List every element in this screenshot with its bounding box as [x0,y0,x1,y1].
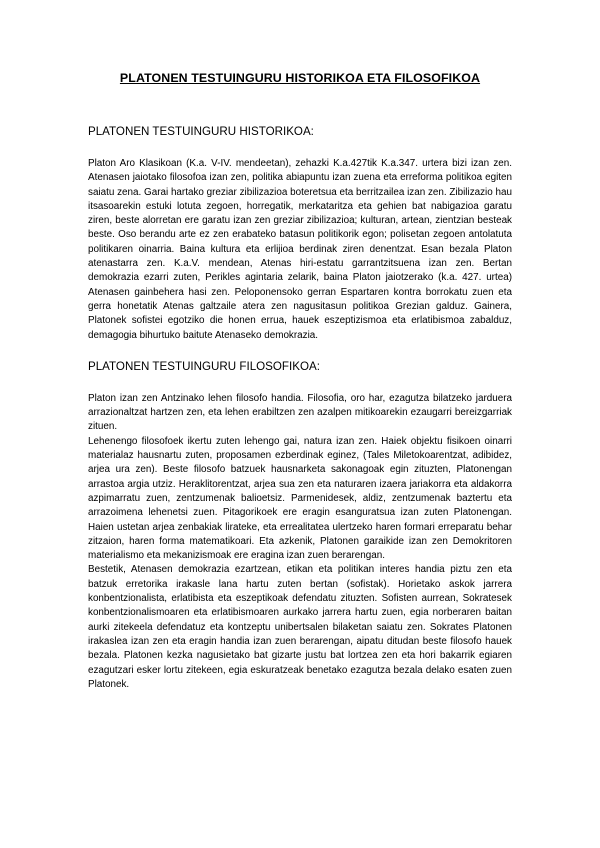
paragraph-philosophical-3: Bestetik, Atenasen demokrazia ezartzean, etikan eta politikan interes handia piztu zen eta batzuk erretorika irakasle lana hartu zuten bertan (sofistak). Horietako askok jarrera konbentzionalista, erlatibista eta eszeptikoak defendatu zituzten. Sofisten aurrean, Sokratesek konbentzionalismoaren eta erlatibismoaren aurkako jarrera hartu zuen, egia norberaren baitan aurki zitekeela defendatuz eta kontzeptu unibertsalen bilaketan saiatu zen. Sokrates Platonen irakaslea izan zen eta eragin handia izan zuen berarengan, aipatu ditudan beste filosofo hauek bezala. Platonen kezka nagusietako bat gizarte justu bat lortzea zen eta hori bakarrik egiaren ezagutzari esker lortu zitekeen, egia eskuratzeak benetako ezagutza bezala delako esaten zuen Platonek. [88,564,512,690]
document-title: PLATONEN TESTUINGURU HISTORIKOA ETA FILOSOFIKOA [119,71,481,85]
paragraph-philosophical-2: Lehenengo filosofoek ikertu zuten lehengo gai, natura izan zen. Haiek objektu fisikoen oinarri materialaz hausnartu zuten, proposamen ezberdinak eginez, (Tales Miletokoarentzat, adibidez, arjea ura zen). Beste filosofo batzuek hausnarketa sakonagoak egin zituzten, Platonengan arrastoa argia utziz. Heraklitorentzat, arjea sua zen eta naturaren izaera jariakorra eta aldakorra azpimarratu zuen, zentzumenak balioetsiz. Parmenidesek, aldiz, zentzumenak baztertu eta arrazoimena lehenetsi zuen. Pitagorikoek ere eragin esanguratsua izan zuten Platonengan. Haien ustetan arjea zenbakiak lirateke, eta errealitatea ulertzeko haren formari erreparatu behar zitzaion, haren forma matematikoari. Eta azkenik, Platonen garaikide izan zen Demokritoren materialismo eta mekanizismoak ere eragina izan zuen berarengan. [88,435,512,562]
section-historical [88,124,512,343]
document-page [88,70,512,692]
paragraph-historical-1: Platon Aro Klasikoan (K.a. V-IV. mendeetan), zehazki K.a.427tik K.a.347. urtera bizi izan zen. Atenasen jaiotako filosofoa izan zen, politika abiapuntu izan zuena eta erreforma politikoa egiten saiatu zena. Garai hartako greziar zibilizazioa boteretsua eta berritzailea izan zen. Zibilizazio hau itsasoarekin estuki lotuta zegoen, horregatik, merkataritza eta gehien bat nabigazioa garatu ziren, beste alorretan ere garatu izan zen greziar zibilizazioa; kulturan, artean, zientzian besteak beste. Oso berandu arte ez zen erabateko batasun politikorik egon; polisetan zegoen antolatuta politikaren oinarria. Baina kultura eta erlijioa berdinak ziren denentzat. Esan bezala Platon atenastarra zen. K.a.V. mendean, Atenas hiri-estatu garrantzitsuena izan zen. Bertan demokrazia ezarri zuten, Perikles agintaria zelarik, baina Platon jaiotzerako (k.a. 427. urtea) Atenasen gainbehera hasi zen. Peloponensoko gerran Espartaren kontra borrokatu zuen eta gerra honetatik Atenas galtzaile atera zen nagusitasun politikoa Grezian galduz. Gainera, Platonek sofistei egotziko die honen errua, hauek eszeptizismoa eta erlatibismoa zabalduz, demagogia bihurtuko baitute Atenaseko demokrazia. [88,158,512,341]
section-heading-historical: PLATONEN TESTUINGURU HISTORIKOA: [88,125,314,138]
paragraph-philosophical-1: Platon izan zen Antzinako lehen filosofo handia. Filosofia, oro har, ezagutza bilatzeko jarduera arrazionaltzat hartzen zen, eta lehen erabiltzen zen azalpen mitikoarekin ezaugarri bereizgarriak zituen. [88,392,512,433]
section-heading-philosophical: PLATONEN TESTUINGURU FILOSOFIKOA: [88,359,320,373]
section-philosophical [88,359,512,692]
